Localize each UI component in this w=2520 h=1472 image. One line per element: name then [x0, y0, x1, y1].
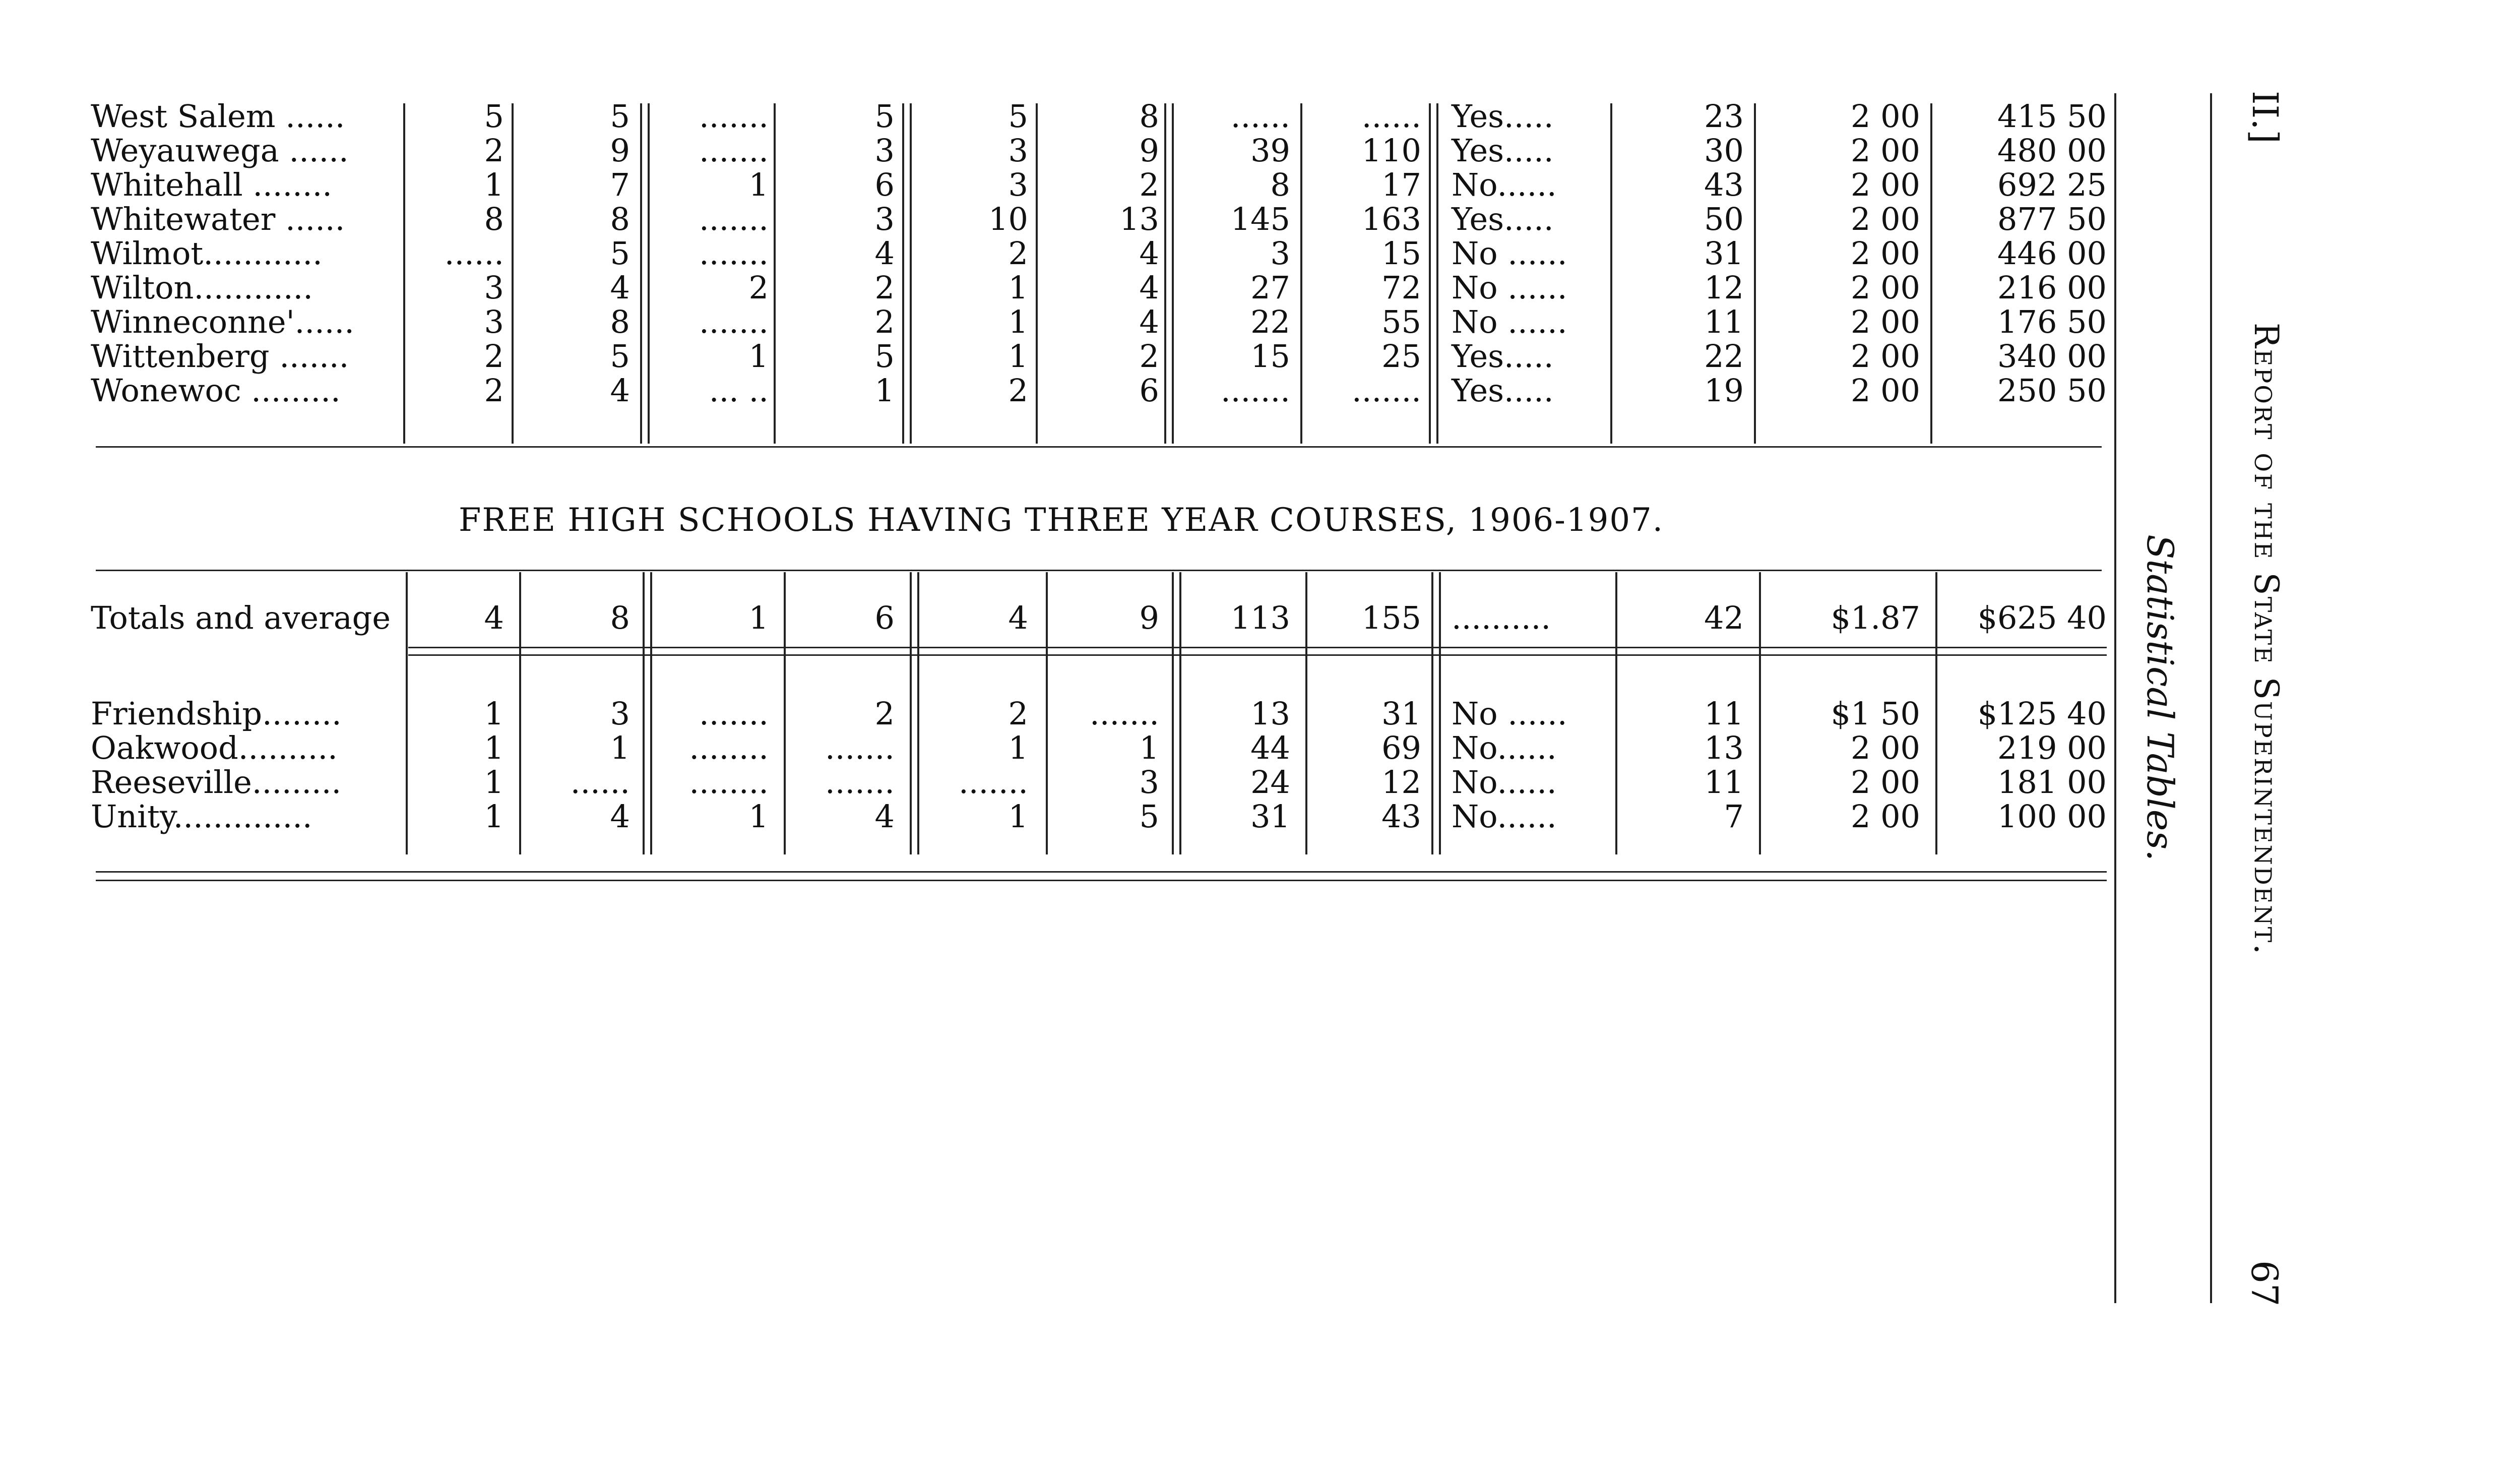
cell-c1: 3: [484, 303, 504, 340]
cell-c3: 2: [748, 269, 769, 306]
cell-c5: 1: [1008, 303, 1028, 340]
table-rule: [96, 446, 2102, 448]
cell-c12: 446 00: [1997, 235, 2107, 272]
column-rule: [640, 103, 642, 444]
column-rule: [1610, 103, 1612, 444]
cell-c12: 100 00: [1997, 798, 2107, 835]
school-name: Whitewater ......: [91, 201, 345, 237]
column-rule: [1759, 572, 1761, 854]
cell-c10: 42: [1704, 599, 1744, 636]
cell-c3: .......: [699, 235, 769, 272]
column-rule: [519, 572, 521, 854]
column-rule: [902, 103, 904, 444]
cell-c1: 2: [484, 338, 504, 375]
cell-c2: 5: [610, 98, 630, 135]
column-rule: [1935, 572, 1937, 854]
table-rule: [96, 570, 2102, 571]
cell-c7: ......: [1230, 98, 1290, 135]
cell-c2: 1: [610, 729, 630, 766]
cell-c11: 2 00: [1850, 338, 1920, 375]
cell-c11: 2 00: [1850, 235, 1920, 272]
cell-c12: 692 25: [1997, 166, 2107, 203]
cell-c4: 4: [874, 798, 895, 835]
cell-c9: No ......: [1452, 235, 1567, 272]
cell-c5: 5: [1008, 98, 1028, 135]
cell-c4: .......: [825, 764, 895, 801]
cell-c4: 1: [874, 372, 895, 409]
cell-c6: 8: [1139, 98, 1159, 135]
cell-c9: Yes.....: [1452, 201, 1554, 237]
cell-c8: ......: [1361, 98, 1421, 135]
cell-c8: 163: [1361, 201, 1421, 237]
cell-c2: ......: [570, 764, 630, 801]
cell-c2: 4: [610, 798, 630, 835]
school-name: Wittenberg .......: [91, 338, 349, 375]
column-rule: [1036, 103, 1038, 444]
cell-c11: 2 00: [1850, 303, 1920, 340]
cell-c11: 2 00: [1850, 798, 1920, 835]
column-rule: [1179, 572, 1181, 854]
cell-c6: 2: [1139, 338, 1159, 375]
cell-c3: .......: [699, 98, 769, 135]
column-rule: [1431, 572, 1433, 854]
column-rule: [1164, 103, 1166, 444]
margin-rule: [2114, 93, 2116, 1303]
cell-c5: 4: [1008, 599, 1028, 636]
cell-c11: 2 00: [1850, 372, 1920, 409]
cell-c5: 3: [1008, 166, 1028, 203]
cell-c9: ..........: [1452, 599, 1551, 636]
cell-c2: 8: [610, 201, 630, 237]
school-name: Wilton............: [91, 269, 313, 306]
cell-c8: 155: [1361, 599, 1421, 636]
cell-c10: 13: [1704, 729, 1744, 766]
cell-c6: 6: [1139, 372, 1159, 409]
column-rule: [1046, 572, 1048, 854]
cell-c8: 110: [1361, 132, 1421, 169]
cell-c12: 480 00: [1997, 132, 2107, 169]
school-name: Weyauwega ......: [91, 132, 349, 169]
running-section: II.]: [2244, 91, 2286, 144]
cell-c12: 219 00: [1997, 729, 2107, 766]
cell-c3: .......: [699, 303, 769, 340]
cell-c6: 2: [1139, 166, 1159, 203]
cell-c2: 5: [610, 338, 630, 375]
column-rule: [1615, 572, 1617, 854]
cell-c5: 2: [1008, 695, 1028, 732]
cell-c6: 13: [1119, 201, 1159, 237]
school-name: Winneconne'......: [91, 303, 354, 340]
column-rule: [1305, 572, 1307, 854]
cell-c9: Yes.....: [1452, 98, 1554, 135]
cell-c4: 6: [874, 599, 895, 636]
cell-c8: 69: [1381, 729, 1421, 766]
cell-c5: .......: [959, 764, 1028, 801]
column-rule: [774, 103, 776, 444]
cell-c9: No......: [1452, 798, 1557, 835]
cell-c6: 5: [1139, 798, 1159, 835]
cell-c2: 4: [610, 269, 630, 306]
cell-c7: 8: [1270, 166, 1290, 203]
cell-c11: 2 00: [1850, 729, 1920, 766]
cell-c7: 31: [1250, 798, 1290, 835]
cell-c4: 3: [874, 201, 895, 237]
cell-c7: 13: [1250, 695, 1290, 732]
cell-c1: 2: [484, 372, 504, 409]
cell-c10: 30: [1704, 132, 1744, 169]
cell-c11: 2 00: [1850, 166, 1920, 203]
school-name: Totals and average: [91, 599, 391, 636]
cell-c10: 22: [1704, 338, 1744, 375]
cell-c6: 9: [1139, 132, 1159, 169]
cell-c4: 3: [874, 132, 895, 169]
cell-c10: 31: [1704, 235, 1744, 272]
cell-c7: .......: [1221, 372, 1290, 409]
running-subtitle: Statistical Tables.: [2139, 534, 2181, 862]
cell-c12: 877 50: [1997, 201, 2107, 237]
cell-c5: 1: [1008, 269, 1028, 306]
cell-c9: Yes.....: [1452, 338, 1554, 375]
cell-c2: 4: [610, 372, 630, 409]
cell-c6: 9: [1139, 599, 1159, 636]
cell-c4: 2: [874, 303, 895, 340]
table-rule: [408, 654, 2107, 656]
column-rule: [1930, 103, 1932, 444]
cell-c3: ... ..: [709, 372, 769, 409]
page-number: 67: [2243, 1260, 2286, 1307]
cell-c4: 2: [874, 695, 895, 732]
school-name: Reeseville.........: [91, 764, 342, 801]
cell-c3: ........: [689, 764, 769, 801]
cell-c5: 1: [1008, 338, 1028, 375]
cell-c2: 5: [610, 235, 630, 272]
cell-c11: $1 50: [1831, 695, 1920, 732]
cell-c8: 43: [1381, 798, 1421, 835]
cell-c6: 3: [1139, 764, 1159, 801]
cell-c2: 7: [610, 166, 630, 203]
cell-c10: 11: [1704, 303, 1744, 340]
cell-c11: $1.87: [1831, 599, 1920, 636]
section-title: FREE HIGH SCHOOLS HAVING THREE YEAR COURSES, 1906-1907.: [459, 502, 1664, 539]
cell-c1: 1: [484, 764, 504, 801]
cell-c1: 1: [484, 695, 504, 732]
cell-c10: 12: [1704, 269, 1744, 306]
column-rule: [1172, 572, 1174, 854]
column-rule: [650, 572, 652, 854]
cell-c11: 2 00: [1850, 269, 1920, 306]
cell-c3: 1: [748, 798, 769, 835]
table-rule: [96, 880, 2107, 881]
cell-c7: 15: [1250, 338, 1290, 375]
cell-c3: 1: [748, 599, 769, 636]
school-name: Unity..............: [91, 798, 312, 835]
cell-c11: 2 00: [1850, 201, 1920, 237]
column-rule: [910, 572, 912, 854]
cell-c3: .......: [699, 132, 769, 169]
cell-c7: 39: [1250, 132, 1290, 169]
cell-c9: No ......: [1452, 303, 1567, 340]
school-name: Oakwood..........: [91, 729, 338, 766]
cell-c5: 2: [1008, 372, 1028, 409]
cell-c12: 415 50: [1997, 98, 2107, 135]
cell-c4: 6: [874, 166, 895, 203]
cell-c6: 1: [1139, 729, 1159, 766]
cell-c10: 11: [1704, 695, 1744, 732]
cell-c12: 181 00: [1997, 764, 2107, 801]
cell-c6: .......: [1090, 695, 1159, 732]
cell-c8: .......: [1352, 372, 1421, 409]
cell-c4: 2: [874, 269, 895, 306]
cell-c10: 43: [1704, 166, 1744, 203]
column-rule: [1429, 103, 1431, 444]
school-name: Whitehall ........: [91, 166, 333, 203]
cell-c1: 1: [484, 729, 504, 766]
cell-c1: 8: [484, 201, 504, 237]
cell-c2: 8: [610, 303, 630, 340]
column-rule: [1754, 103, 1756, 444]
cell-c6: 4: [1139, 269, 1159, 306]
cell-c3: 1: [748, 338, 769, 375]
cell-c12: 250 50: [1997, 372, 2107, 409]
cell-c7: 3: [1270, 235, 1290, 272]
cell-c2: 9: [610, 132, 630, 169]
cell-c12: 176 50: [1997, 303, 2107, 340]
margin-rule: [2210, 93, 2212, 1303]
school-name: West Salem ......: [91, 98, 345, 135]
column-rule: [1172, 103, 1174, 444]
school-name: Friendship........: [91, 695, 342, 732]
column-rule: [1436, 103, 1438, 444]
cell-c4: 4: [874, 235, 895, 272]
running-title: Report of the State Superintendent.: [2247, 323, 2286, 956]
column-rule: [403, 103, 405, 444]
cell-c8: 15: [1381, 235, 1421, 272]
column-rule: [1439, 572, 1441, 854]
cell-c7: 22: [1250, 303, 1290, 340]
cell-c12: 340 00: [1997, 338, 2107, 375]
cell-c12: $125 40: [1977, 695, 2107, 732]
cell-c7: 27: [1250, 269, 1290, 306]
cell-c2: 8: [610, 599, 630, 636]
cell-c3: ........: [689, 729, 769, 766]
cell-c9: Yes.....: [1452, 372, 1554, 409]
cell-c9: No......: [1452, 764, 1557, 801]
cell-c7: 24: [1250, 764, 1290, 801]
cell-c1: 5: [484, 98, 504, 135]
cell-c5: 1: [1008, 729, 1028, 766]
cell-c5: 2: [1008, 235, 1028, 272]
cell-c9: Yes.....: [1452, 132, 1554, 169]
cell-c7: 145: [1230, 201, 1290, 237]
school-name: Wilmot............: [91, 235, 323, 272]
cell-c4: .......: [825, 729, 895, 766]
cell-c12: 216 00: [1997, 269, 2107, 306]
column-rule: [910, 103, 912, 444]
column-rule: [917, 572, 919, 854]
cell-c1: 4: [484, 599, 504, 636]
cell-c8: 17: [1381, 166, 1421, 203]
cell-c1: 1: [484, 798, 504, 835]
cell-c9: No......: [1452, 166, 1557, 203]
cell-c9: No ......: [1452, 695, 1567, 732]
column-rule: [1300, 103, 1302, 444]
school-name: Wonewoc .........: [91, 372, 341, 409]
cell-c6: 4: [1139, 235, 1159, 272]
cell-c9: No......: [1452, 729, 1557, 766]
cell-c10: 7: [1724, 798, 1744, 835]
column-rule: [648, 103, 650, 444]
cell-c10: 19: [1704, 372, 1744, 409]
cell-c8: 31: [1381, 695, 1421, 732]
column-rule: [512, 103, 514, 444]
cell-c8: 55: [1381, 303, 1421, 340]
cell-c10: 23: [1704, 98, 1744, 135]
column-rule: [406, 572, 408, 854]
cell-c11: 2 00: [1850, 132, 1920, 169]
cell-c3: .......: [699, 201, 769, 237]
column-rule: [784, 572, 786, 854]
cell-c7: 113: [1230, 599, 1290, 636]
cell-c1: 1: [484, 166, 504, 203]
cell-c5: 10: [988, 201, 1028, 237]
cell-c1: ......: [444, 235, 504, 272]
table-rule: [408, 647, 2107, 648]
cell-c2: 3: [610, 695, 630, 732]
cell-c11: 2 00: [1850, 764, 1920, 801]
cell-c8: 72: [1381, 269, 1421, 306]
cell-c4: 5: [874, 98, 895, 135]
cell-c3: 1: [748, 166, 769, 203]
cell-c11: 2 00: [1850, 98, 1920, 135]
cell-c8: 12: [1381, 764, 1421, 801]
cell-c3: .......: [699, 695, 769, 732]
column-rule: [643, 572, 645, 854]
table-rule: [96, 871, 2107, 873]
cell-c6: 4: [1139, 303, 1159, 340]
cell-c8: 25: [1381, 338, 1421, 375]
cell-c10: 50: [1704, 201, 1744, 237]
cell-c7: 44: [1250, 729, 1290, 766]
cell-c5: 3: [1008, 132, 1028, 169]
cell-c9: No ......: [1452, 269, 1567, 306]
cell-c1: 2: [484, 132, 504, 169]
cell-c10: 11: [1704, 764, 1744, 801]
cell-c4: 5: [874, 338, 895, 375]
cell-c1: 3: [484, 269, 504, 306]
cell-c12: $625 40: [1977, 599, 2107, 636]
cell-c5: 1: [1008, 798, 1028, 835]
